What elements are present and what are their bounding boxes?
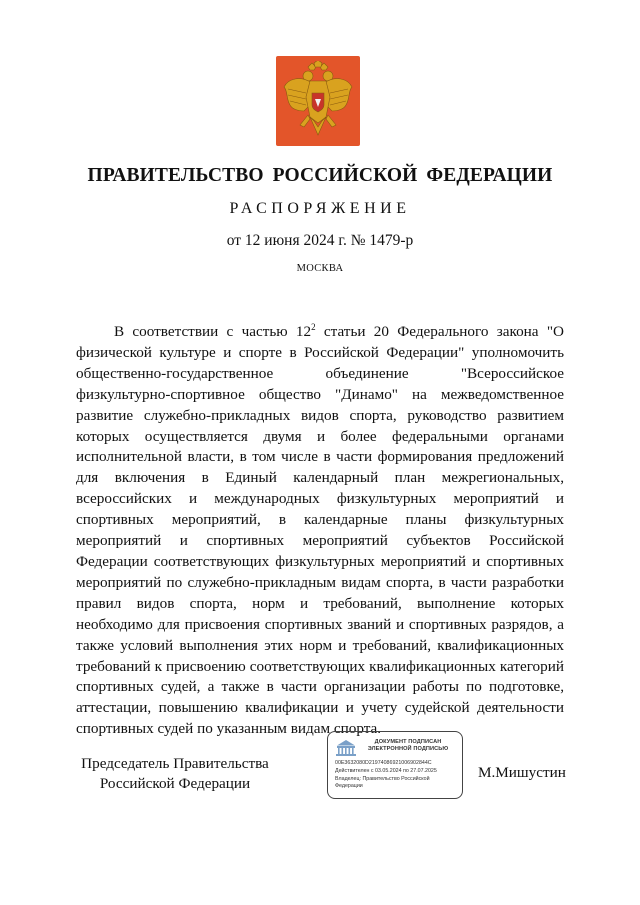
order-body-paragraph bbox=[76, 322, 564, 740]
issuer-title: ПРАВИТЕЛЬСТВО РОССИЙСКОЙ ФЕДЕРАЦИИ bbox=[87, 165, 553, 186]
signer-position-line-1: Председатель Правительства bbox=[81, 755, 269, 772]
signer-name: М.Мишустин bbox=[478, 764, 566, 781]
signer-position bbox=[80, 754, 270, 794]
stamp-validity: Действителен с 03.05.2024 по 27.07.2025 bbox=[335, 768, 437, 774]
document-type: РАСПОРЯЖЕНИЕ bbox=[229, 200, 411, 217]
signer-position-line-2: Российской Федерации bbox=[99, 775, 251, 792]
stamp-heading bbox=[358, 739, 458, 753]
superscript-index: 2 bbox=[311, 322, 316, 332]
stamp-heading-line-1: ДОКУМЕНТ ПОДПИСАН bbox=[374, 739, 442, 745]
body-text-part-1: В соответствии с частью 12 bbox=[114, 323, 312, 340]
russian-coat-of-arms-icon bbox=[282, 61, 354, 141]
stamp-heading-line-2: ЭЛЕКТРОННОЙ ПОДПИСЬЮ bbox=[367, 746, 449, 752]
body-text-part-2: статьи 20 Федерального закона "О физической культуре и спорте в Российской Федерации" уполномочить общественно-государственное объединение "Всероссийское физкультурно-спортивное общество "Динамо" на межведомственное развитие служебно-прикладных видов спорта, руководство развитием которых осуществляется двумя и более федеральными органами исполнительной власти, в том числе в части формирования предложений для включения в Единый календарный план межрегиональных, всероссийских и международных физкультурных мероприятий и спортивных мероприятий, в календарные планы физкультурных мероприятий и спортивных мероприятий субъектов Российской Федерации соответствующих физкультурных мероприятий и спортивных мероприятий по служебно-прикладным видам спорта, в части разработки правил видов спорта, норм и требований, выполнение которых необходимо для присвоения спортивных званий и спортивных разрядов, а также условий выполнения этих норм и требований, квалификационных требований к присвоению соответствующих квалификационных категорий спортивных судей, а также в части организации работы по подготовке, аттестации, повышению квалификации и учету судейской деятельности спортивных судей по указанным видам спорта. bbox=[76, 323, 564, 738]
stamp-certificate: 00E3632080D21974086921006902844C bbox=[335, 760, 432, 766]
issue-city: МОСКВА bbox=[296, 263, 344, 274]
electronic-signature-stamp bbox=[327, 731, 463, 799]
stamp-owner-line-2: Федерации bbox=[335, 783, 363, 789]
coat-of-arms-emblem bbox=[276, 56, 360, 146]
document-date-number: от 12 июня 2024 г. № 1479-р bbox=[226, 232, 414, 249]
government-building-icon bbox=[335, 739, 357, 757]
stamp-owner-line-1: Владелец: Правительство Российской bbox=[335, 776, 430, 782]
